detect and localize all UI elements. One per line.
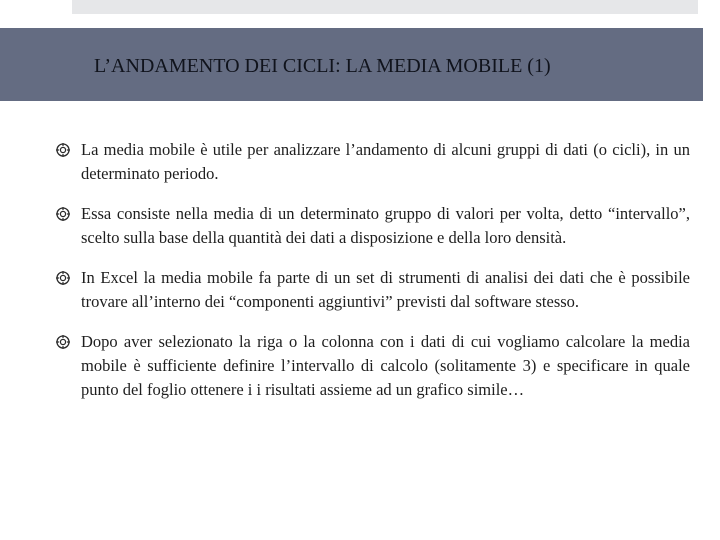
bullet-text: La media mobile è utile per analizzare l’andamento di alcuni gruppi di dati (o cicli), in un determinato periodo. (81, 140, 690, 183)
target-bullet-icon (56, 335, 70, 349)
bullet-item (56, 266, 690, 314)
bullet-item (56, 330, 690, 402)
target-bullet-icon (56, 207, 70, 221)
bullet-text: In Excel la media mobile fa parte di un set di strumenti di analisi dei dati che è possibile trovare all’interno dei “componenti aggiuntivi” previsti dal software stesso. (81, 268, 690, 311)
bullet-list (56, 138, 690, 402)
slide-title: L’ANDAMENTO DEI CICLI: LA MEDIA MOBILE (1) (94, 55, 551, 77)
target-bullet-icon (56, 271, 70, 285)
top-decorative-strip (72, 0, 698, 14)
bullet-item (56, 202, 690, 250)
bullet-text: Essa consiste nella media di un determinato gruppo di valori per volta, detto “intervallo”, scelto sulla base della quantità dei dati a disposizione e della loro densità. (81, 204, 690, 247)
bullet-text: Dopo aver selezionato la riga o la colonna con i dati di cui vogliamo calcolare la media mobile è sufficiente definire l’intervallo di calcolo (solitamente 3) e specificare in quale punto del foglio ottenere i i risultati assieme ad un grafico simile… (81, 332, 690, 399)
target-bullet-icon (56, 143, 70, 157)
bullet-item (56, 138, 690, 186)
